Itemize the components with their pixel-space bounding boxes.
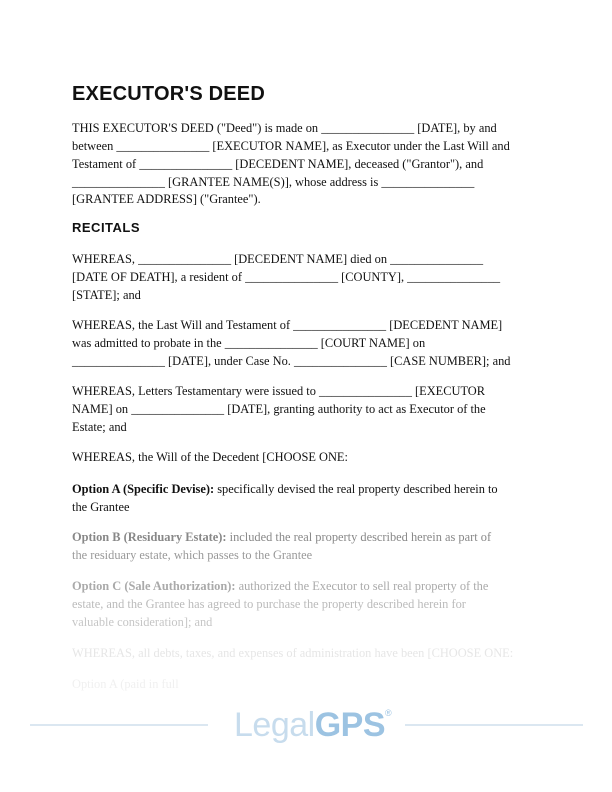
line-text: specifically devised the real property described herein to	[214, 482, 498, 496]
line-text: [GRANTEE ADDRESS] ("Grantee").	[72, 192, 261, 206]
line-text: the Grantee	[72, 500, 130, 514]
document-line	[72, 419, 127, 435]
document-line	[72, 120, 497, 136]
document-line	[72, 401, 486, 417]
line-text: Testament of _______________ [DECEDENT NAME], deceased ("Grantor"), and	[72, 157, 484, 171]
line-text: the residuary estate, which passes to the Grantee	[72, 548, 313, 562]
line-text: _______________ [DATE], under Case No. _______________ [CASE NUMBER]; and	[72, 354, 511, 368]
document-line	[72, 156, 483, 172]
footer-rule-left	[30, 724, 208, 726]
logo-text-legal: Legal	[234, 706, 315, 744]
document-line	[72, 287, 141, 303]
line-text: between _______________ [EXECUTOR NAME], as Executor under the Last Will and	[72, 139, 510, 153]
line-text: was admitted to probate in the _______________ [COURT NAME] on	[72, 336, 426, 350]
document-line	[72, 529, 491, 545]
line-text: [DATE OF DEATH], a resident of _______________ [COUNTY], _______________	[72, 270, 501, 284]
line-text: authorized the Executor to sell real property of the	[235, 579, 489, 593]
line-text: included the real property described herein as part of	[226, 530, 492, 544]
document-line	[72, 335, 425, 351]
document-line	[72, 251, 483, 267]
logo-text-gps: GPS	[314, 706, 386, 744]
legalgps-logo	[234, 706, 391, 745]
document-line	[72, 269, 500, 285]
option-label: Option A (Specific Devise):	[72, 482, 215, 496]
document-line	[72, 645, 513, 661]
document-line	[72, 481, 498, 497]
document-line	[72, 317, 502, 333]
recitals-heading: RECITALS	[72, 220, 141, 235]
line-text: NAME] on _______________ [DATE], granting authority to act as Executor of the	[72, 402, 486, 416]
document-line	[72, 499, 129, 515]
document-line	[72, 596, 466, 612]
line-text: valuable consideration]; and	[72, 615, 213, 629]
line-text: estate, and the Grantee has agreed to purchase the property described herein for	[72, 597, 466, 611]
line-text: Estate; and	[72, 420, 127, 434]
document-line	[72, 353, 510, 369]
option-label: Option C (Sale Authorization):	[72, 579, 236, 593]
line-text: WHEREAS, the Last Will and Testament of _______________ [DECEDENT NAME]	[72, 318, 503, 332]
logo-registered-mark: ®	[385, 708, 392, 718]
line-text: WHEREAS, _______________ [DECEDENT NAME] died on _______________	[72, 252, 484, 266]
document-line	[72, 174, 474, 190]
document-line	[72, 578, 488, 594]
document-line	[72, 449, 348, 465]
document-line	[72, 138, 510, 154]
line-text: WHEREAS, all debts, taxes, and expenses of administration have been [CHOOSE ONE:	[72, 646, 514, 660]
document-line	[72, 383, 485, 399]
line-text: [STATE]; and	[72, 288, 141, 302]
document-line	[72, 676, 179, 692]
document-line	[72, 191, 261, 207]
line-text: WHEREAS, Letters Testamentary were issued to _______________ [EXECUTOR	[72, 384, 486, 398]
document-line	[72, 614, 212, 630]
line-text: _______________ [GRANTEE NAME(S)], whose address is _______________	[72, 175, 475, 189]
line-text: THIS EXECUTOR'S DEED ("Deed") is made on _______________ [DATE], by and	[72, 121, 497, 135]
line-text: Option A (paid in full	[72, 677, 179, 691]
document-line	[72, 547, 312, 563]
option-label: Option B (Residuary Estate):	[72, 530, 227, 544]
document-title: EXECUTOR'S DEED	[72, 83, 265, 105]
footer-rule-right	[405, 724, 583, 726]
line-text: WHEREAS, the Will of the Decedent [CHOOSE ONE:	[72, 450, 348, 464]
